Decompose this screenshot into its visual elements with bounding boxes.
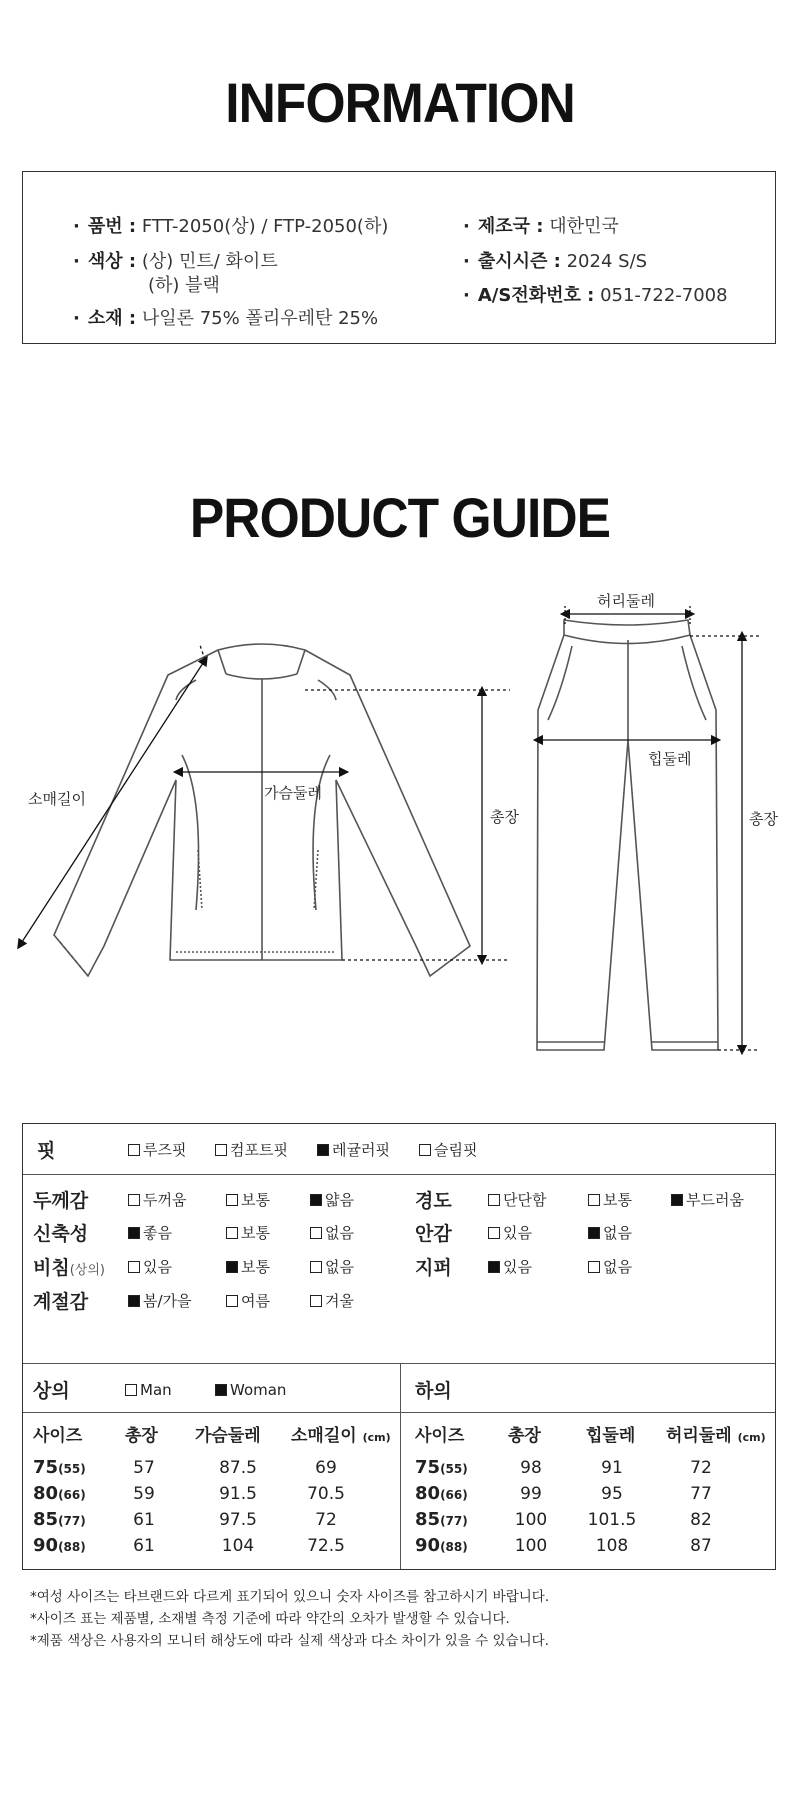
chest-label: 가슴둘레 bbox=[264, 784, 322, 802]
column-divider bbox=[400, 1363, 401, 1569]
gender-woman: Woman bbox=[215, 1381, 286, 1399]
info-item-color: · 색상 : (상) 민트/ 화이트 bbox=[73, 251, 278, 272]
garment-illustration bbox=[0, 580, 800, 1070]
season-label: 계절감 bbox=[33, 1291, 89, 1313]
top-header-length: 총장 bbox=[125, 1426, 158, 1446]
pants-drawing bbox=[537, 620, 718, 1050]
hardness-normal: 보통 bbox=[588, 1189, 632, 1210]
top-cell: 91.5 bbox=[219, 1484, 257, 1504]
zipper-no: 없음 bbox=[588, 1256, 632, 1277]
bottom-cell: 95 bbox=[601, 1484, 623, 1504]
thickness-normal: 보통 bbox=[226, 1189, 270, 1210]
lining-no: 없음 bbox=[588, 1222, 632, 1243]
thickness-thin: 얇음 bbox=[310, 1189, 354, 1210]
top-size-85: 85(77) bbox=[33, 1509, 86, 1530]
zipper-yes: 있음 bbox=[488, 1256, 532, 1277]
bottom-cell: 101.5 bbox=[587, 1510, 637, 1530]
fit-option-comfort: 컴포트핏 bbox=[215, 1139, 288, 1160]
top-cell: 57 bbox=[133, 1458, 155, 1478]
top-header-chest: 가슴둘레 bbox=[195, 1426, 261, 1446]
information-box bbox=[22, 171, 776, 344]
top-header-size: 사이즈 bbox=[33, 1426, 83, 1446]
spec-box bbox=[22, 1123, 776, 1570]
info-item-color-line2: (하) 블랙 bbox=[148, 275, 220, 296]
elasticity-good: 좋음 bbox=[128, 1222, 172, 1243]
bottom-cell: 98 bbox=[520, 1458, 542, 1478]
lining-yes: 있음 bbox=[488, 1222, 532, 1243]
footnote: *제품 색상은 사용자의 모니터 해상도에 따라 실제 색상과 다소 차이가 있을 수 있습니다. bbox=[30, 1633, 549, 1649]
top-cell: 70.5 bbox=[307, 1484, 345, 1504]
info-item-country: · 제조국 : 대한민국 bbox=[463, 216, 619, 237]
information-title: INFORMATION bbox=[225, 71, 575, 134]
thickness-thick: 두꺼움 bbox=[128, 1189, 186, 1210]
fit-label: 핏 bbox=[37, 1140, 56, 1162]
bottom-cell: 82 bbox=[690, 1510, 712, 1530]
top-cell: 61 bbox=[133, 1510, 155, 1530]
fit-option-regular: 레귤러핏 bbox=[317, 1139, 390, 1160]
top-length-label: 총장 bbox=[490, 808, 519, 826]
bottom-size-75: 75(55) bbox=[415, 1457, 468, 1478]
bottom-size-80: 80(66) bbox=[415, 1483, 468, 1504]
bottom-cell: 87 bbox=[690, 1536, 712, 1556]
info-item-material: · 소재 : 나일론 75% 폴리우레탄 25% bbox=[73, 308, 379, 329]
gender-man: Man bbox=[125, 1381, 172, 1399]
pants-length-label: 총장 bbox=[749, 810, 778, 828]
elasticity-normal: 보통 bbox=[226, 1222, 270, 1243]
fit-option-slim: 슬림핏 bbox=[419, 1139, 477, 1160]
bottom-header-size: 사이즈 bbox=[415, 1426, 465, 1446]
season-winter: 겨울 bbox=[310, 1290, 354, 1311]
top-cell: 61 bbox=[133, 1536, 155, 1556]
bottom-header-hip: 힙둘레 bbox=[586, 1426, 636, 1446]
bottom-header-waist: 허리둘레 (cm) bbox=[666, 1426, 766, 1446]
thickness-label: 두께감 bbox=[33, 1190, 89, 1212]
top-cell: 72.5 bbox=[307, 1536, 345, 1556]
top-cell: 104 bbox=[221, 1536, 255, 1556]
product-guide-title: PRODUCT GUIDE bbox=[189, 486, 611, 549]
season-summer: 여름 bbox=[226, 1290, 270, 1311]
divider bbox=[23, 1412, 775, 1413]
jacket-drawing bbox=[54, 644, 470, 976]
info-item-as-phone: · A/S전화번호 : 051-722-7008 bbox=[463, 285, 728, 306]
top-cell: 72 bbox=[315, 1510, 337, 1530]
top-cell: 69 bbox=[315, 1458, 337, 1478]
fit-option-loose: 루즈핏 bbox=[128, 1139, 186, 1160]
top-cell: 59 bbox=[133, 1484, 155, 1504]
bottom-cell: 77 bbox=[690, 1484, 712, 1504]
hardness-firm: 단단함 bbox=[488, 1189, 546, 1210]
waist-label: 허리둘레 bbox=[597, 592, 655, 610]
bottom-cell: 108 bbox=[595, 1536, 629, 1556]
info-item-product-code: · 품번 : FTT-2050(상) / FTP-2050(하) bbox=[73, 216, 389, 237]
bottom-size-85: 85(77) bbox=[415, 1509, 468, 1530]
top-table-title: 상의 bbox=[33, 1380, 70, 1402]
zipper-label: 지퍼 bbox=[415, 1257, 452, 1279]
sheerness-none: 없음 bbox=[310, 1256, 354, 1277]
top-cell: 87.5 bbox=[219, 1458, 257, 1478]
size-guide-diagram bbox=[0, 580, 800, 1070]
top-cell: 97.5 bbox=[219, 1510, 257, 1530]
bottom-cell: 99 bbox=[520, 1484, 542, 1504]
lining-label: 안감 bbox=[415, 1223, 452, 1245]
bottom-table-title: 하의 bbox=[415, 1380, 452, 1402]
sleeve-length-label: 소매길이 bbox=[28, 790, 86, 808]
elasticity-label: 신축성 bbox=[33, 1223, 89, 1245]
bottom-size-90: 90(88) bbox=[415, 1535, 468, 1556]
sheerness-yes: 있음 bbox=[128, 1256, 172, 1277]
top-size-75: 75(55) bbox=[33, 1457, 86, 1478]
hip-label: 힙둘레 bbox=[648, 750, 692, 768]
divider bbox=[23, 1363, 775, 1364]
sheerness-normal: 보통 bbox=[226, 1256, 270, 1277]
top-size-90: 90(88) bbox=[33, 1535, 86, 1556]
footnote: *사이즈 표는 제품별, 소재별 측정 기준에 따라 약간의 오차가 발생할 수 있습니다. bbox=[30, 1611, 510, 1627]
pants-measure-lines bbox=[538, 606, 760, 1050]
sheerness-label: 비침(상의) bbox=[33, 1257, 105, 1279]
bottom-cell: 72 bbox=[690, 1458, 712, 1478]
divider bbox=[23, 1174, 775, 1175]
hardness-label: 경도 bbox=[415, 1190, 452, 1212]
elasticity-none: 없음 bbox=[310, 1222, 354, 1243]
footnote: *여성 사이즈는 타브랜드와 다르게 표기되어 있으니 숫자 사이즈를 참고하시기 바랍니다. bbox=[30, 1589, 550, 1605]
info-item-season: · 출시시즌 : 2024 S/S bbox=[463, 251, 648, 272]
top-header-sleeve: 소매길이 (cm) bbox=[291, 1426, 391, 1446]
bottom-cell: 100 bbox=[514, 1536, 548, 1556]
season-spring-fall: 봄/가을 bbox=[128, 1290, 192, 1311]
hardness-soft: 부드러움 bbox=[671, 1189, 744, 1210]
bottom-cell: 91 bbox=[601, 1458, 623, 1478]
top-size-80: 80(66) bbox=[33, 1483, 86, 1504]
bottom-header-length: 총장 bbox=[508, 1426, 541, 1446]
bottom-cell: 100 bbox=[514, 1510, 548, 1530]
